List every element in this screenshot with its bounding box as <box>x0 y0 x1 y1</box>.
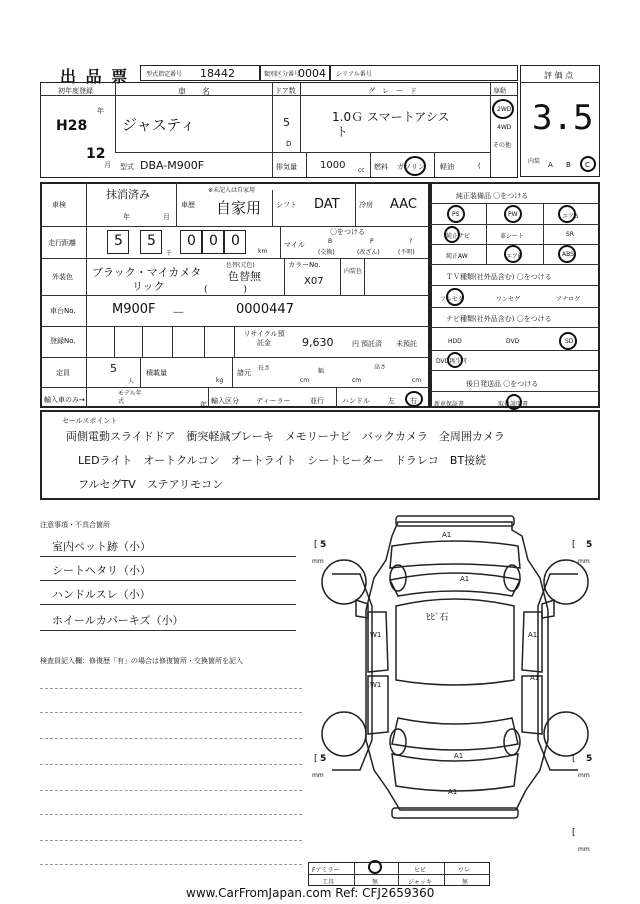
note-4: ホイールカバーキズ（小） <box>52 614 184 627</box>
grade-line2: ト <box>336 125 349 139</box>
damage-left-rear-door: W1 <box>370 681 382 689</box>
import-class-label: 輸入区分 <box>211 397 239 405</box>
shift-value: DAT <box>314 197 340 212</box>
shift-label: シフト <box>276 201 297 209</box>
damage-rear-deck: A1 <box>454 752 464 760</box>
drive-other: その他 <box>493 142 512 149</box>
sales-line-1: 両側電動スライドドア 衝突軽減ブレーキ メモリーナビ バックカメラ 全周囲カメラ <box>66 430 505 443</box>
model-spec-label: 型式指定番号 <box>146 71 183 78</box>
equip-pw: PW <box>508 211 518 218</box>
sales-title: セールスポイント <box>62 417 118 425</box>
exterior-value-1: ブラック・マイカメタ <box>92 266 202 279</box>
disp-label: 排気量 <box>276 163 297 171</box>
type-value: DBA-M900F <box>140 159 205 172</box>
drive-4wd: 4WD <box>497 124 512 131</box>
legend-jack-value: 無 <box>462 879 469 886</box>
equip-nav: 純正ナビ <box>446 233 471 240</box>
model-year-label: モデル年式 <box>118 390 142 405</box>
mileage-digit-2: 5 <box>147 233 156 249</box>
mileage-label: 走行距離 <box>48 239 76 247</box>
length-label: 長さ <box>258 365 271 372</box>
class-label: 類別区分番号 <box>264 71 301 78</box>
legend-crack: ワレ <box>458 867 471 874</box>
notes-title: 注意事項・不具合箇所 <box>40 521 110 529</box>
after-title: 後日発送品 〇をつける <box>466 380 539 388</box>
grade-label: グ レ ー ド <box>368 87 417 95</box>
equip-airbag: エアB <box>562 213 579 220</box>
inspection-value: 抹消済み <box>106 188 150 201</box>
drive-2wd: 2WD <box>497 106 512 113</box>
after-manual: 取扱説明書 <box>498 401 529 408</box>
nav-hdd: HDD <box>448 338 462 345</box>
tire-spare-unit: mm <box>578 846 590 853</box>
mileage-digit-5: 0 <box>231 233 240 249</box>
equipment-title: 純正装備品 〇をつける <box>456 192 529 200</box>
legend-tools: 工具 <box>322 879 335 886</box>
handle-right: 右 <box>410 397 417 405</box>
handle-label: ハンドル <box>342 397 370 405</box>
note-2: シートヘタリ（小） <box>52 564 151 577</box>
rating-value: 3.5 <box>532 98 594 138</box>
seats-unit: 人 <box>128 378 135 385</box>
fuel-value: ガソリン <box>397 163 425 171</box>
chassis-value-2: 0000447 <box>236 302 294 317</box>
equip-sr: SR <box>566 231 574 238</box>
handle-left: 左 <box>388 397 395 405</box>
damage-front-bumper: A1 <box>442 531 452 539</box>
recycle-paid: 預託済 <box>361 340 382 348</box>
chassis-value-1: M900F <box>112 302 156 317</box>
equip-aw: 純正AW <box>446 253 468 260</box>
tire-front-right: 5 <box>586 540 593 550</box>
inspection-label: 車検 <box>52 201 66 209</box>
doors-value: 5 <box>283 116 290 129</box>
tv-title: ＴＶ種類(社外品含む) 〇をつける <box>446 273 552 281</box>
import-label: 輸入車のみ→ <box>44 396 85 404</box>
exterior-value-2: リック <box>132 280 165 293</box>
recycle-unit: 円 <box>352 340 359 348</box>
recycle-value: 9,630 <box>302 336 334 349</box>
after-warranty: 新車保証書 <box>434 401 465 408</box>
load-unit: kg <box>216 377 224 384</box>
recycle-label: リサイクル預託金 <box>243 330 285 347</box>
meter-label: マイル <box>284 241 305 249</box>
sales-line-3: フルセグTV ステアリモコン <box>78 478 224 491</box>
damage-windshield: ﾋﾋﾞ石 <box>426 613 449 623</box>
class-value: 0004 <box>298 67 326 80</box>
color-no-value: X07 <box>304 276 324 287</box>
first-reg-year: H28 <box>56 118 88 134</box>
recycle-unpaid: 未預託 <box>396 340 417 348</box>
footer-watermark: www.CarFromJapan.com Ref: CFJ2659360 <box>186 886 435 900</box>
ac-label: 冷房 <box>359 201 373 209</box>
ac-value: AAC <box>390 197 417 212</box>
page-title: 出 品 票 <box>60 67 130 86</box>
damage-right-rear-door: A1 <box>530 674 540 682</box>
height-label: 高さ <box>374 364 387 371</box>
dim-label: 諸元 <box>237 369 251 377</box>
chassis-label: 車台No. <box>50 307 76 315</box>
inspection-year: 年 <box>123 213 130 221</box>
fuel-label: 燃料 <box>374 163 388 171</box>
tv-analog: アナログ <box>556 296 581 303</box>
legend-crack-small: ヒビ <box>414 867 427 874</box>
sales-line-2: LEDライト オートクルコン オートライト シートヒーター ドラレコ BT接続 <box>78 454 487 467</box>
interior-c: C <box>585 161 590 169</box>
mileage-thousand: 千 <box>166 250 173 257</box>
history-value: 自家用 <box>216 199 262 217</box>
damage-right-front-door: A1 <box>528 631 538 639</box>
meter-opt-exchange: (交換) <box>318 249 335 256</box>
legend-mirror-circle <box>368 860 382 874</box>
interior-b: B <box>566 161 571 169</box>
inspector-title: 検査員記入欄：修復歴「有」の場合は修復箇所・交換箇所を記入 <box>40 657 243 665</box>
serial-label: シリアル番号 <box>336 71 372 78</box>
tire-rr-unit: mm <box>578 772 590 779</box>
vehicle-name: ジャスティ <box>122 116 196 134</box>
interior-label: 内装 <box>528 158 541 165</box>
disp-unit: cc <box>358 167 365 174</box>
import-dealer: ディーラー <box>256 397 291 405</box>
tire-fr-unit: mm <box>578 558 590 565</box>
repaint-original: ( ) <box>204 285 248 295</box>
disp-value: 1000 <box>320 160 346 171</box>
meter-opt-unknown: (不明) <box>398 249 415 256</box>
year-suffix: 年 <box>97 107 104 115</box>
meter-opt-tampered: (改ざん) <box>357 249 380 256</box>
legend-mirror: Fアミラー <box>312 867 340 874</box>
reg-label: 登録No. <box>50 337 76 345</box>
damage-hood: A1 <box>460 575 470 583</box>
model-year-unit: 年 <box>200 401 207 409</box>
equip-abs: ABS <box>562 251 574 258</box>
history-label: 車歴 <box>181 201 195 209</box>
repaint-value: 色替無 <box>228 270 261 283</box>
damage-rear-bumper: A1 <box>448 788 458 796</box>
dvd-playback: DVD再生可 <box>436 358 468 365</box>
legend-jack: ジャッキ <box>408 879 432 886</box>
name-label: 車 名 <box>178 87 210 96</box>
meter-circle-note: 〇をつける <box>330 228 365 236</box>
repaint-label: 色替(元色) <box>226 262 255 269</box>
tire-front-left: 5 <box>320 540 327 550</box>
width-label: 幅 <box>318 368 325 375</box>
seats-value: 5 <box>110 362 117 375</box>
nav-sd: SD <box>565 338 574 345</box>
legend-tools-value: 無 <box>372 879 379 886</box>
first-reg-month: 12 <box>86 146 106 162</box>
interior-a: A <box>548 161 553 169</box>
chassis-dash: － <box>172 306 186 321</box>
note-3: ハンドルスレ（小） <box>52 588 151 601</box>
drive-label: 駆動 <box>494 88 507 95</box>
equip-leather: 革シート <box>500 233 525 240</box>
diesel-label: 軽油 <box>440 163 454 171</box>
mileage-digit-4: 0 <box>209 233 218 249</box>
tire-rear-left: 5 <box>320 754 327 764</box>
tv-fullseg: フルセグ <box>440 296 464 303</box>
inspection-month: 月 <box>163 213 170 221</box>
first-reg-label: 初年度登録 <box>58 87 93 95</box>
nav-dvd: DVD <box>506 338 520 345</box>
model-spec-value: 18442 <box>200 67 235 80</box>
load-label: 積載量 <box>146 369 167 377</box>
mileage-unit: km <box>258 248 268 255</box>
grade-line1: 1.0Ｇ スマートアシス <box>332 110 450 124</box>
doors-suffix: D <box>286 140 292 148</box>
equip-ps: PS <box>452 211 460 218</box>
note-1: 室内ペット跡（小） <box>52 540 151 553</box>
mileage-digit-3: 0 <box>187 233 196 249</box>
exterior-label: 外装色 <box>52 273 73 281</box>
nav-title: ナビ種類(社外品含む) 〇をつける <box>446 315 552 323</box>
rating-label: 評 価 点 <box>544 71 574 80</box>
type-label: 型式 <box>120 163 134 171</box>
owner-note: ※未記入は自家用 <box>208 187 256 194</box>
doors-label: ドア数 <box>275 87 296 95</box>
mileage-digit-1: 5 <box>114 233 123 249</box>
damage-left-front-door: W1 <box>370 631 382 639</box>
import-parallel: 並行 <box>310 397 324 405</box>
equip-airbag-2: エアB <box>506 253 523 260</box>
tv-oneseg: ワンセグ <box>496 296 521 303</box>
seats-label: 定員 <box>56 369 70 377</box>
tire-fl-unit: mm <box>312 558 324 565</box>
color-no-label: カラーNo. <box>288 261 321 269</box>
tire-rl-unit: mm <box>312 772 324 779</box>
month-suffix: 月 <box>104 161 111 169</box>
tire-rear-right: 5 <box>586 754 593 764</box>
interior-color-label: 内装色 <box>344 268 363 275</box>
